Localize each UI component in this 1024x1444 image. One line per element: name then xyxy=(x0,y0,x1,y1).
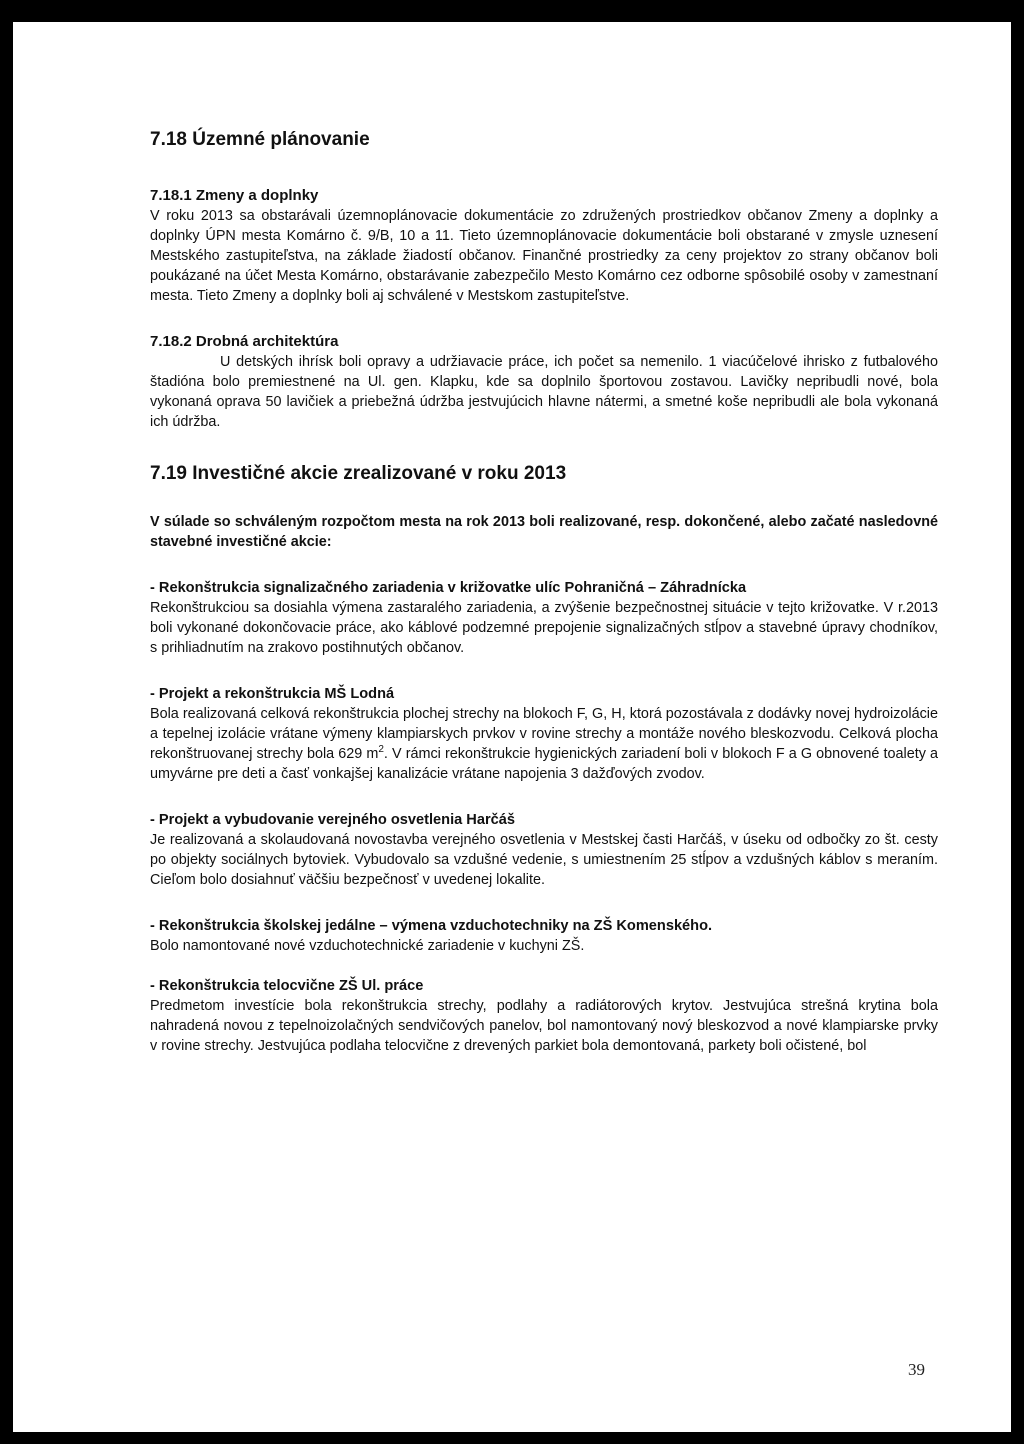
investment-item-text: Predmetom investície bola rekonštrukcia strechy, podlahy a radiátorových krytov. Jestvujúca strešná krytina bola nahradená novou z tepelnoizolačných sendvičových panelov, bol namontovaný nový bleskozvod a nové klampiarske prvky v rovine strechy. Jestvujúca podlaha telocvične z drevených parkiet bola demontovaná, parkety boli očistené, bol xyxy=(150,998,938,1054)
investment-item-text-part-b: . V rámci rekonštrukcie hygienických zariadení boli v blokoch F a G obnovené toalety a umyvárne pre deti a časť vonkajšej kanalizácie vrátane napojenia 3 dažďových zvodov. xyxy=(150,746,938,782)
page-number: 39 xyxy=(908,1360,925,1379)
subsection-title-7-18-2: 7.18.2 Drobná architektúra xyxy=(150,333,339,350)
investment-item-ms-lodna xyxy=(150,684,938,784)
superscript-squared: 2 xyxy=(378,744,384,756)
section-title-7-19: 7.19 Investičné akcie zrealizované v roku 2013 xyxy=(150,463,567,484)
investment-item-text xyxy=(150,704,938,784)
investment-item-text-part-a: Bola realizovaná celková rekonštrukcia plochej strechy na blokoch F, G, H, ktorá pozostávala z dodávky novej hydroizolácie a tepelnej izolácie vrátane výmeny klampiarskych prvkov v rovine strechy a montáže nového bleskozvodu. Celková plocha rekonštruovanej strechy bola 629 m xyxy=(150,706,938,762)
investment-item-vzduchotechnika xyxy=(150,916,938,956)
subsection-title-7-18-1: 7.18.1 Zmeny a doplnky xyxy=(150,187,319,204)
investment-item-title: - Rekonštrukcia školskej jedálne – výmena vzduchotechniky na ZŠ Komenského. xyxy=(150,918,713,934)
subsection-7-18-1 xyxy=(150,186,938,306)
investment-item-title: - Projekt a vybudovanie verejného osvetlenia Harčáš xyxy=(150,812,515,828)
paragraph-zmeny-doplnky: V roku 2013 sa obstarávali územnoplánovacie dokumentácie zo združených prostriedkov občanov Zmeny a doplnky a doplnky ÚPN mesta Komárno č. 9/B, 10 a 11. Tieto územnoplánovacie dokumentácie boli obstarané v zmysle uznesení Mestského zastupiteľstva, na základe žiadostí občanov. Finančné prostriedky za ceny projektov zo strany občanov boli poukázané na účet Mesta Komárno, obstarávanie zabezpečilo Mesto Komárno cez odborne spôsobilé osoby v zamestnaní mesta. Tieto Zmeny a doplnky boli aj schválené v Mestskom zastupiteľstve. xyxy=(150,208,938,304)
page-content xyxy=(150,128,938,1082)
investment-item-osvetlenie-harcas xyxy=(150,810,938,890)
investment-item-text: Bolo namontované nové vzduchotechnické zariadenie v kuchyni ZŠ. xyxy=(150,938,585,954)
investment-item-text: Rekonštrukciou sa dosiahla výmena zastaralého zariadenia, a zvýšenie bezpečnostnej situácie v tejto križovatke. V r.2013 boli vykonané dokončovacie práce, ako káblové podzemné prepojenie signalizačných stĺpov a stavebné úpravy chodníkov, s prihliadnutím na zrakovo postihnutých občanov. xyxy=(150,600,938,656)
investment-item-title: - Rekonštrukcia telocvične ZŠ Ul. práce xyxy=(150,978,424,994)
investment-item-text: Je realizovaná a skolaudovaná novostavba verejného osvetlenia v Mestskej časti Harčáš, v úseku od odbočky zo št. cesty po objekty sociálnych bytoviek. Vybudovalo sa vzdušné vedenie, s umiestnením 25 stĺpov a vzdušných káblov s meraním. Cieľom bolo dosiahnuť väčšiu bezpečnosť v uvedenej lokalite. xyxy=(150,832,938,888)
investment-item-title: - Rekonštrukcia signalizačného zariadenia v križovatke ulíc Pohraničná – Záhradnícka xyxy=(150,580,747,596)
investment-item-signalizacia xyxy=(150,578,938,658)
document-page xyxy=(13,22,1011,1432)
section-intro-7-19: V súlade so schváleným rozpočtom mesta na rok 2013 boli realizované, resp. dokončené, alebo začaté nasledovné stavebné investičné akcie: xyxy=(150,514,938,550)
subsection-7-18-2 xyxy=(150,332,938,432)
section-title-7-18: 7.18 Územné plánovanie xyxy=(150,129,370,150)
investment-item-telocvicna xyxy=(150,976,938,1056)
paragraph-drobna-architektura: U detských ihrísk boli opravy a udržiavacie práce, ich počet sa nemenilo. 1 viacúčelové ihrisko z futbalového štadióna bolo premiestnené na Ul. gen. Klapku, kde sa doplnilo športovou zostavou. Lavičky nepribudli nové, bola vykonaná oprava 50 lavičiek a priebežná údržba jestvujúcich hlavne nátermi, a smetné koše nepribudli ale bola vykonaná ich údržba. xyxy=(150,354,938,430)
investment-item-title: - Projekt a rekonštrukcia MŠ Lodná xyxy=(150,686,395,702)
